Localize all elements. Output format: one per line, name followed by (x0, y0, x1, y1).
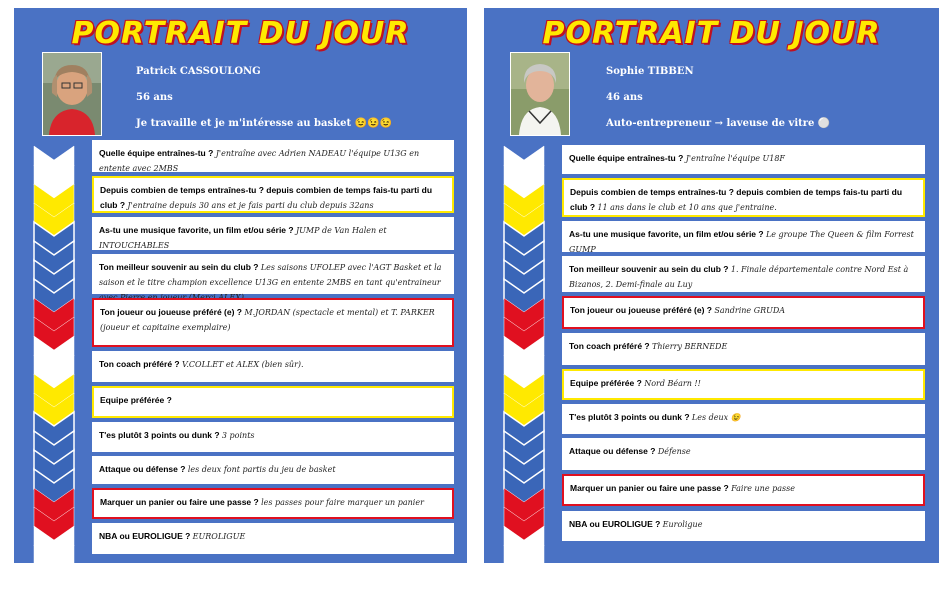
qa-item (92, 351, 454, 382)
question-text: Ton joueur ou joueuse préféré (e) ? (100, 307, 242, 317)
qa-item (92, 523, 454, 554)
portrait-photo (510, 52, 570, 136)
answer-text: les passes pour faire marquer un panier (261, 498, 424, 507)
profile-age: 56 ans (136, 92, 173, 103)
question-text: As-tu une musique favorite, un film et/ou série ? (569, 229, 764, 239)
portrait-photo (42, 52, 102, 136)
answer-text: Sandrine GRUDA (714, 306, 786, 315)
chevron-column (14, 146, 76, 589)
qa-item (92, 456, 454, 484)
answer-text: J'entraîne l'équipe U18F (685, 154, 785, 163)
question-text: NBA ou EUROLIGUE ? (99, 531, 191, 541)
qa-item (92, 217, 454, 250)
answer-text: 3 points (221, 431, 255, 440)
question-text: NBA ou EUROLIGUE ? (569, 519, 661, 529)
portrait-title: PORTRAIT DU JOUR (542, 16, 881, 51)
answer-text: Les deux 😉 (691, 413, 741, 422)
qa-item (562, 474, 925, 506)
qa-item (92, 176, 454, 213)
question-text: Ton joueur ou joueuse préféré (e) ? (570, 305, 712, 315)
qa-item (562, 296, 925, 329)
question-text: Depuis combien de temps entraînes-tu ? depuis combien de temps fais-tu parti du club ? (570, 187, 903, 212)
qa-item (562, 221, 925, 252)
answer-text: Défense (657, 447, 691, 456)
question-text: Ton meilleur souvenir au sein du club ? (99, 262, 259, 272)
answer-text: J'entraîne avec Adrien NADEAU l'équipe U13G en entente avec 2MBS (99, 149, 420, 173)
profile-age: 46 ans (606, 92, 643, 103)
qa-item (92, 422, 454, 452)
profile-info (606, 64, 830, 142)
answer-text: Thierry BERNEDE (651, 342, 728, 351)
profile-info (136, 64, 392, 142)
qa-item (92, 488, 454, 519)
qa-item (92, 386, 454, 418)
question-text: T'es plutôt 3 points ou dunk ? (569, 412, 690, 422)
qa-item (562, 145, 925, 174)
answer-text: J'entraine depuis 30 ans et je fais parti du club depuis 32ans (127, 201, 374, 210)
question-text: Ton coach préféré ? (569, 341, 650, 351)
answer-text: EUROLIGUE (192, 532, 246, 541)
answer-text: 11 ans dans le club et 10 ans que j'entraine. (597, 203, 777, 212)
profile-bio: Auto-entrepreneur → laveuse de vitre ⚪ (606, 118, 831, 129)
chevron-column (484, 146, 546, 589)
question-text: Attaque ou défense ? (569, 446, 656, 456)
portrait-title: PORTRAIT DU JOUR (71, 16, 410, 51)
question-text: Quelle équipe entraînes-tu ? (99, 148, 214, 158)
question-text: Quelle équipe entraînes-tu ? (569, 153, 684, 163)
answer-text: Euroligue (662, 520, 703, 529)
question-text: Marquer un panier ou faire une passe ? (100, 497, 259, 507)
answer-text: Nord Béarn !! (644, 379, 701, 388)
answer-text: V.COLLET et ALEX (bien sûr). (181, 360, 304, 369)
qa-item (562, 511, 925, 541)
question-text: Equipe préférée ? (570, 378, 642, 388)
answer-text: Le groupe The Queen & film Forrest GUMP (569, 230, 914, 254)
portrait-panel-1 (14, 8, 467, 563)
question-text: As-tu une musique favorite, un film et/ou série ? (99, 225, 294, 235)
answer-text: JUMP de Van Halen et INTOUCHABLES (99, 226, 387, 250)
question-text: T'es plutôt 3 points ou dunk ? (99, 430, 220, 440)
question-text: Depuis combien de temps entraînes-tu ? depuis combien de temps fais-tu parti du club ? (100, 185, 433, 210)
profile-name: Sophie TIBBEN (606, 66, 694, 77)
qa-item (562, 333, 925, 365)
portrait-panel-2 (484, 8, 939, 563)
qa-item (562, 404, 925, 434)
chevron-stack (484, 146, 546, 584)
question-text: Ton coach préféré ? (99, 359, 180, 369)
qa-item (562, 178, 925, 217)
qa-item (92, 254, 454, 294)
question-text: Ton meilleur souvenir au sein du club ? (569, 264, 729, 274)
answer-text: M.JORDAN (spectacle et mental) et T. PARKER (joueur et capitaine exemplaire) (100, 308, 435, 332)
answer-text: Les saisons UFOLEP avec l'AGT Basket et la saison et le titre champion excellence U13G en entente 2MBS en tant qu'entraineur (99, 263, 442, 287)
question-text: Equipe préférée ? (100, 395, 172, 405)
answer-text: Faire une passe (731, 484, 795, 493)
question-text: Attaque ou défense ? (99, 464, 186, 474)
qa-item (92, 140, 454, 172)
qa-item (562, 438, 925, 470)
qa-item (92, 298, 454, 347)
profile-bio: Je travaille et je m'intéresse au basket 😉😉😉 (136, 118, 392, 129)
profile-name: Patrick CASSOULONG (136, 66, 261, 77)
qa-item (562, 256, 925, 292)
qa-item (562, 369, 925, 400)
question-text: Marquer un panier ou faire une passe ? (570, 483, 729, 493)
answer-text: les deux font partis du jeu de basket (187, 465, 336, 474)
chevron-stack (14, 146, 76, 584)
answer-text: 1. Finale départementale contre Nord Est à Bizanos, 2. Demi-finale au Luy (569, 265, 909, 289)
